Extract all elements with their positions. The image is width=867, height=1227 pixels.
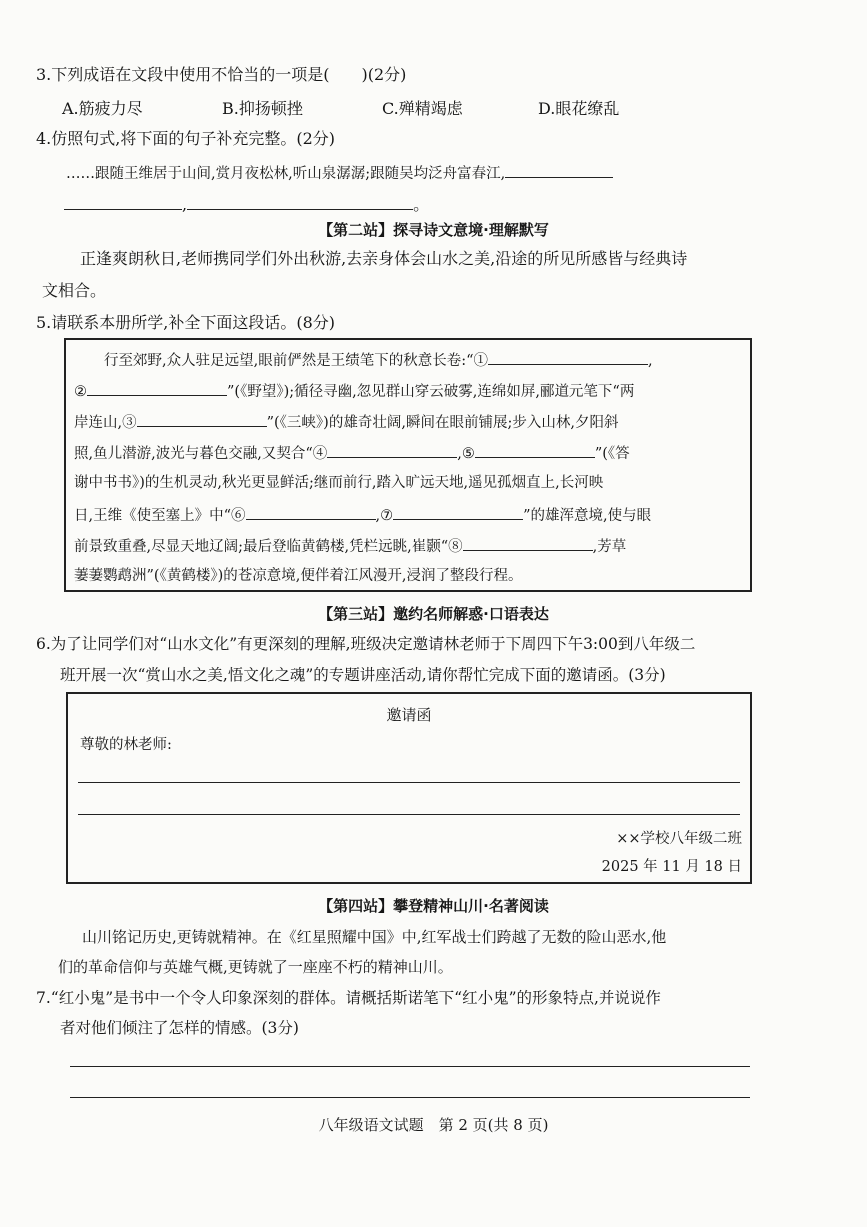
page-footer: 八年级语文试题 第 2 页(共 8 页) xyxy=(318,1116,549,1134)
q5-blank-2[interactable] xyxy=(87,379,227,396)
q6-stem-line-1: 6.为了让同学们对“山水文化”有更深刻的理解,班级决定邀请林老师于下周四下午3:00到八年级二 xyxy=(36,635,696,653)
q7-answer-line-2[interactable] xyxy=(70,1097,750,1098)
q5-blank-5[interactable] xyxy=(475,441,595,458)
q4-sentence xyxy=(66,161,613,185)
q5-text-4c: ”(《答 xyxy=(594,446,630,462)
q5-line-8: 萋萋鹦鹉洲”(《黄鹤楼》)的苍凉意境,便伴着江风漫开,浸润了整段行程。 xyxy=(74,568,523,584)
q5-line-4 xyxy=(74,441,630,465)
q4-continuation xyxy=(64,193,429,216)
q5-line-1 xyxy=(104,348,653,372)
q5-blank-7[interactable] xyxy=(393,503,523,520)
q4-end-mark: 。 xyxy=(413,195,430,214)
q3-stem: 3.下列成语在文段中使用不恰当的一项是( )(2分) xyxy=(36,65,407,84)
q3-option-d: D.眼花缭乱 xyxy=(538,99,620,118)
q4-separator: , xyxy=(182,195,188,214)
q6-stem-line-2: 班开展一次“赏山水之美,悟文化之魂”的专题讲座活动,请你帮忙完成下面的邀请函。(3分) xyxy=(60,666,666,684)
station2-title: 【第二站】探寻诗文意境·理解默写 xyxy=(318,221,549,239)
q5-text-1a: 行至郊野,众人驻足远望,眼前俨然是王绩笔下的秋意长卷:“① xyxy=(104,353,489,369)
station2-intro-line-1: 正逢爽朗秋日,老师携同学们外出秋游,去亲身体会山水之美,沿途的所见所感皆与经典诗 xyxy=(80,249,688,268)
q5-text-7b: ,芳草 xyxy=(592,539,627,555)
invitation-writing-line-2[interactable] xyxy=(78,814,740,815)
q5-blank-3[interactable] xyxy=(137,410,267,427)
q5-text-2b: ”(《野望》);循径寻幽,忽见群山穿云破雾,连绵如屏,郦道元笔下“两 xyxy=(227,384,635,400)
q4-sentence-text: ……跟随王维居于山间,赏月夜松林,听山泉潺潺;跟随吴均泛舟富春江, xyxy=(66,166,506,182)
q5-text-2a: ② xyxy=(74,384,87,400)
q5-text-3b: ”(《三峡》)的雄奇壮阔,瞬间在眼前铺展;步入山林,夕阳斜 xyxy=(266,415,619,431)
q3-option-c: C.殚精竭虑 xyxy=(382,99,463,118)
station4-title: 【第四站】攀登精神山川·名著阅读 xyxy=(318,897,549,915)
invitation-title: 邀请函 xyxy=(386,706,432,724)
q5-text-7a: 前景致重叠,尽显天地辽阔;最后登临黄鹤楼,凭栏远眺,崔颢“⑧ xyxy=(74,539,463,555)
invitation-signature: ××学校八年级二班 xyxy=(616,831,742,847)
q5-text-6b: ,⑦ xyxy=(375,508,394,524)
q5-line-3 xyxy=(74,410,618,434)
q3-option-b: B.抑扬顿挫 xyxy=(222,99,303,118)
q5-text-1b: , xyxy=(648,353,653,369)
invitation-writing-line-1[interactable] xyxy=(78,782,740,783)
q4-answer-blank-1[interactable] xyxy=(505,161,613,178)
q5-line-6 xyxy=(74,503,651,527)
q7-stem-line-2: 者对他们倾注了怎样的情感。(3分) xyxy=(60,1019,299,1037)
station2-intro-line-2: 文相合。 xyxy=(42,281,107,300)
q5-blank-1[interactable] xyxy=(488,348,648,365)
q3-option-a: A.筋疲力尽 xyxy=(62,99,143,118)
station4-intro-line-2: 们的革命信仰与英雄气概,更铸就了一座座不朽的精神山川。 xyxy=(58,958,453,976)
q5-stem: 5.请联系本册所学,补全下面这段话。(8分) xyxy=(36,313,336,332)
q5-text-4a: 照,鱼儿潜游,波光与暮色交融,又契合“④ xyxy=(74,446,328,462)
q5-blank-4[interactable] xyxy=(327,441,457,458)
q4-stem: 4.仿照句式,将下面的句子补充完整。(2分) xyxy=(36,129,336,148)
q5-line-7 xyxy=(74,534,626,558)
station4-intro-line-1: 山川铭记历史,更铸就精神。在《红星照耀中国》中,红军战士们跨越了无数的险山恶水,他 xyxy=(82,928,667,946)
q5-blank-6[interactable] xyxy=(246,503,376,520)
q5-text-6c: ”的雄浑意境,使与眼 xyxy=(523,508,652,524)
q5-line-5: 谢中书书》)的生机灵动,秋光更显鲜活;继而前行,踏入旷远天地,遥见孤烟直上,长河映 xyxy=(74,475,604,491)
q5-line-2 xyxy=(74,379,634,403)
q7-answer-line-1[interactable] xyxy=(70,1066,750,1067)
q5-text-4b: ,⑤ xyxy=(457,446,475,462)
q4-answer-blank-2[interactable] xyxy=(64,193,182,210)
q5-text-6a: 日,王维《使至塞上》中“⑥ xyxy=(74,508,246,524)
invitation-salutation: 尊敬的林老师: xyxy=(80,737,172,753)
q7-stem-line-1: 7.“红小鬼”是书中一个令人印象深刻的群体。请概括斯诺笔下“红小鬼”的形象特点,并说说作 xyxy=(36,989,661,1007)
station3-title: 【第三站】邀约名师解惑·口语表达 xyxy=(318,605,549,623)
q5-blank-8[interactable] xyxy=(463,534,593,551)
invitation-date: 2025 年 11 月 18 日 xyxy=(601,859,742,875)
q4-answer-blank-3[interactable] xyxy=(187,193,413,210)
q5-text-3a: 岸连山,③ xyxy=(74,415,137,431)
